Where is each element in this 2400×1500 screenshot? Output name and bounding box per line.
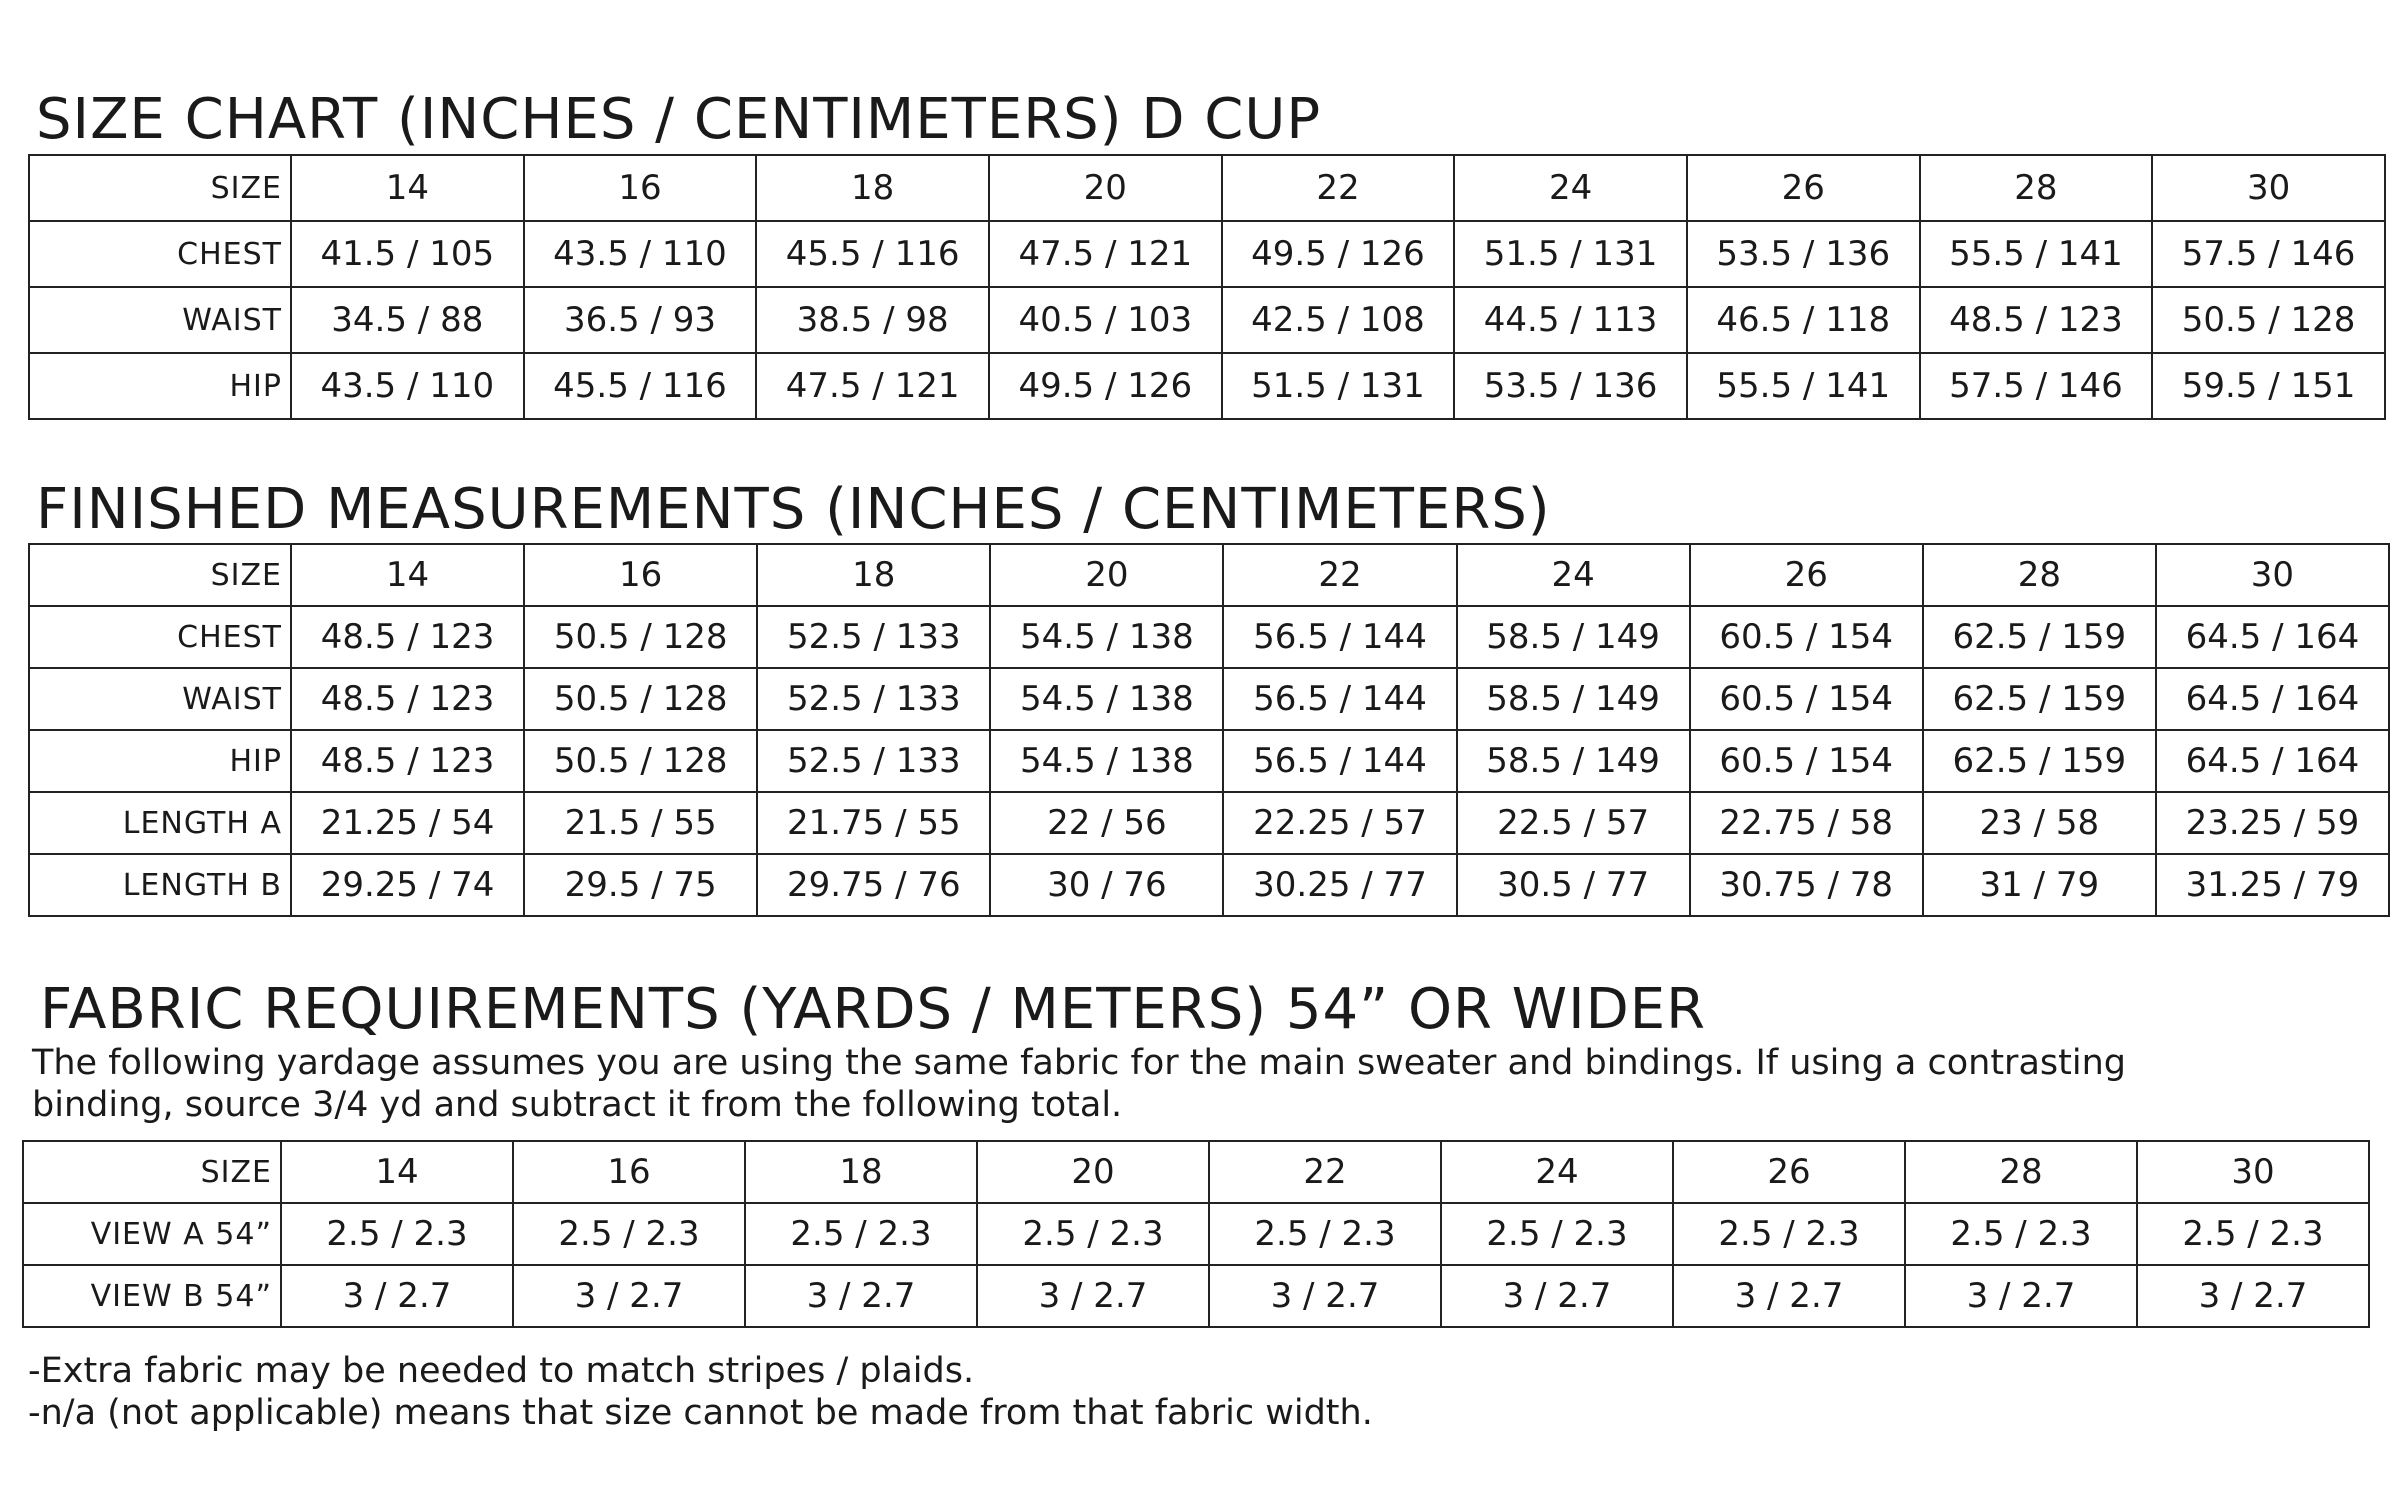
- size-column-header: 26: [1687, 155, 1920, 221]
- measurement-cell: 23 / 58: [1923, 792, 2156, 854]
- size-column-header: 18: [757, 544, 990, 606]
- measurement-cell: 62.5 / 159: [1923, 668, 2156, 730]
- size-column-header: 14: [291, 544, 524, 606]
- size-column-header: 26: [1690, 544, 1923, 606]
- size-header-row: [29, 155, 2385, 221]
- measurement-cell: 22.75 / 58: [1690, 792, 1923, 854]
- measurement-cell: 48.5 / 123: [1920, 287, 2153, 353]
- measurement-cell: 58.5 / 149: [1457, 730, 1690, 792]
- fabric-note-na: -n/a (not applicable) means that size cannot be made from that fabric width.: [28, 1393, 1373, 1433]
- measurement-cell: 58.5 / 149: [1457, 668, 1690, 730]
- row-label: LENGTH B: [29, 854, 291, 916]
- measurement-cell: 54.5 / 138: [990, 730, 1223, 792]
- fabric-note-stripes: -Extra fabric may be needed to match stripes / plaids.: [28, 1351, 975, 1391]
- measurement-cell: 2.5 / 2.3: [1209, 1203, 1441, 1265]
- measurement-cell: 46.5 / 118: [1687, 287, 1920, 353]
- measurement-cell: 2.5 / 2.3: [1905, 1203, 2137, 1265]
- size-column-header: 28: [1920, 155, 2153, 221]
- measurement-cell: 3 / 2.7: [745, 1265, 977, 1327]
- row-label: VIEW B 54”: [23, 1265, 281, 1327]
- measurement-cell: 29.5 / 75: [524, 854, 757, 916]
- size-header-label: SIZE: [29, 544, 291, 606]
- measurement-cell: 54.5 / 138: [990, 606, 1223, 668]
- row-label: LENGTH A: [29, 792, 291, 854]
- measurement-cell: 29.75 / 76: [757, 854, 990, 916]
- size-column-header: 30: [2152, 155, 2385, 221]
- measurement-cell: 47.5 / 121: [989, 221, 1222, 287]
- measurement-cell: 3 / 2.7: [1905, 1265, 2137, 1327]
- measurement-cell: 53.5 / 136: [1454, 353, 1687, 419]
- measurement-cell: 3 / 2.7: [1673, 1265, 1905, 1327]
- measurement-cell: 31.25 / 79: [2156, 854, 2389, 916]
- measurement-cell: 53.5 / 136: [1687, 221, 1920, 287]
- measurement-cell: 64.5 / 164: [2156, 730, 2389, 792]
- size-header-label: SIZE: [29, 155, 291, 221]
- size-column-header: 14: [291, 155, 524, 221]
- size-column-header: 24: [1457, 544, 1690, 606]
- measurement-cell: 62.5 / 159: [1923, 606, 2156, 668]
- fabric-requirements-table: [22, 1140, 2370, 1328]
- table-row: [29, 287, 2385, 353]
- size-column-header: 18: [756, 155, 989, 221]
- measurement-cell: 29.25 / 74: [291, 854, 524, 916]
- row-label: VIEW A 54”: [23, 1203, 281, 1265]
- measurement-cell: 60.5 / 154: [1690, 668, 1923, 730]
- table-row: [29, 854, 2389, 916]
- measurement-cell: 21.25 / 54: [291, 792, 524, 854]
- size-column-header: 24: [1441, 1141, 1673, 1203]
- size-column-header: 20: [989, 155, 1222, 221]
- size-column-header: 22: [1209, 1141, 1441, 1203]
- measurement-cell: 2.5 / 2.3: [745, 1203, 977, 1265]
- measurement-cell: 60.5 / 154: [1690, 730, 1923, 792]
- measurement-cell: 45.5 / 116: [524, 353, 757, 419]
- fabric-intro-text: The following yardage assumes you are using the same fabric for the main sweater and bindings. If using a contrasting binding, source 3/4 yd and subtract it from the following total.: [32, 1043, 2126, 1125]
- size-column-header: 30: [2156, 544, 2389, 606]
- measurement-cell: 2.5 / 2.3: [513, 1203, 745, 1265]
- measurement-cell: 2.5 / 2.3: [281, 1203, 513, 1265]
- measurement-cell: 52.5 / 133: [757, 730, 990, 792]
- measurement-cell: 54.5 / 138: [990, 668, 1223, 730]
- measurement-cell: 41.5 / 105: [291, 221, 524, 287]
- measurement-cell: 2.5 / 2.3: [1441, 1203, 1673, 1265]
- fabric-requirements-title: FABRIC REQUIREMENTS (YARDS / METERS) 54” OR WIDER: [40, 977, 1707, 1042]
- measurement-cell: 56.5 / 144: [1223, 668, 1456, 730]
- measurement-cell: 21.5 / 55: [524, 792, 757, 854]
- size-column-header: 14: [281, 1141, 513, 1203]
- size-column-header: 28: [1923, 544, 2156, 606]
- table-row: [29, 353, 2385, 419]
- measurement-cell: 49.5 / 126: [989, 353, 1222, 419]
- size-column-header: 20: [990, 544, 1223, 606]
- measurement-cell: 30.5 / 77: [1457, 854, 1690, 916]
- measurement-cell: 49.5 / 126: [1222, 221, 1455, 287]
- measurement-cell: 42.5 / 108: [1222, 287, 1455, 353]
- measurement-cell: 51.5 / 131: [1222, 353, 1455, 419]
- measurement-cell: 51.5 / 131: [1454, 221, 1687, 287]
- measurement-cell: 3 / 2.7: [2137, 1265, 2369, 1327]
- measurement-cell: 43.5 / 110: [524, 221, 757, 287]
- measurement-cell: 22 / 56: [990, 792, 1223, 854]
- measurement-cell: 2.5 / 2.3: [1673, 1203, 1905, 1265]
- measurement-cell: 48.5 / 123: [291, 730, 524, 792]
- measurement-cell: 2.5 / 2.3: [2137, 1203, 2369, 1265]
- measurement-cell: 56.5 / 144: [1223, 730, 1456, 792]
- measurement-cell: 45.5 / 116: [756, 221, 989, 287]
- measurement-cell: 22.5 / 57: [1457, 792, 1690, 854]
- measurement-cell: 48.5 / 123: [291, 668, 524, 730]
- measurement-cell: 48.5 / 123: [291, 606, 524, 668]
- measurement-cell: 38.5 / 98: [756, 287, 989, 353]
- measurement-cell: 50.5 / 128: [2152, 287, 2385, 353]
- measurement-cell: 64.5 / 164: [2156, 668, 2389, 730]
- row-label: CHEST: [29, 606, 291, 668]
- measurement-cell: 3 / 2.7: [1209, 1265, 1441, 1327]
- measurement-cell: 34.5 / 88: [291, 287, 524, 353]
- measurement-cell: 50.5 / 128: [524, 668, 757, 730]
- measurement-cell: 43.5 / 110: [291, 353, 524, 419]
- measurement-cell: 36.5 / 93: [524, 287, 757, 353]
- size-column-header: 26: [1673, 1141, 1905, 1203]
- measurement-cell: 55.5 / 141: [1920, 221, 2153, 287]
- table-row: [29, 668, 2389, 730]
- measurement-cell: 60.5 / 154: [1690, 606, 1923, 668]
- measurement-cell: 40.5 / 103: [989, 287, 1222, 353]
- row-label: HIP: [29, 730, 291, 792]
- measurement-cell: 30.75 / 78: [1690, 854, 1923, 916]
- size-chart-title: SIZE CHART (INCHES / CENTIMETERS) D CUP: [36, 87, 1322, 152]
- size-column-header: 30: [2137, 1141, 2369, 1203]
- size-column-header: 22: [1223, 544, 1456, 606]
- table-row: [29, 730, 2389, 792]
- measurement-cell: 31 / 79: [1923, 854, 2156, 916]
- measurement-cell: 57.5 / 146: [2152, 221, 2385, 287]
- table-row: [29, 221, 2385, 287]
- measurement-cell: 55.5 / 141: [1687, 353, 1920, 419]
- finished-measurements-title: FINISHED MEASUREMENTS (INCHES / CENTIMETERS): [36, 477, 1551, 542]
- size-header-label: SIZE: [23, 1141, 281, 1203]
- size-header-row: [23, 1141, 2369, 1203]
- measurement-cell: 3 / 2.7: [281, 1265, 513, 1327]
- measurement-cell: 2.5 / 2.3: [977, 1203, 1209, 1265]
- size-header-row: [29, 544, 2389, 606]
- row-label: HIP: [29, 353, 291, 419]
- measurement-cell: 44.5 / 113: [1454, 287, 1687, 353]
- size-chart-table: [28, 154, 2386, 420]
- measurement-cell: 3 / 2.7: [977, 1265, 1209, 1327]
- measurement-cell: 30 / 76: [990, 854, 1223, 916]
- measurement-cell: 3 / 2.7: [1441, 1265, 1673, 1327]
- finished-measurements-table: [28, 543, 2390, 917]
- size-column-header: 24: [1454, 155, 1687, 221]
- measurement-cell: 59.5 / 151: [2152, 353, 2385, 419]
- size-column-header: 28: [1905, 1141, 2137, 1203]
- measurement-cell: 50.5 / 128: [524, 730, 757, 792]
- measurement-cell: 50.5 / 128: [524, 606, 757, 668]
- measurement-cell: 64.5 / 164: [2156, 606, 2389, 668]
- measurement-cell: 22.25 / 57: [1223, 792, 1456, 854]
- row-label: CHEST: [29, 221, 291, 287]
- row-label: WAIST: [29, 668, 291, 730]
- measurement-cell: 30.25 / 77: [1223, 854, 1456, 916]
- measurement-cell: 3 / 2.7: [513, 1265, 745, 1327]
- table-row: [23, 1203, 2369, 1265]
- measurement-cell: 57.5 / 146: [1920, 353, 2153, 419]
- measurement-cell: 56.5 / 144: [1223, 606, 1456, 668]
- size-column-header: 16: [524, 544, 757, 606]
- size-column-header: 20: [977, 1141, 1209, 1203]
- measurement-cell: 23.25 / 59: [2156, 792, 2389, 854]
- table-row: [23, 1265, 2369, 1327]
- measurement-cell: 52.5 / 133: [757, 606, 990, 668]
- measurement-cell: 47.5 / 121: [756, 353, 989, 419]
- measurement-cell: 21.75 / 55: [757, 792, 990, 854]
- measurement-cell: 52.5 / 133: [757, 668, 990, 730]
- table-row: [29, 792, 2389, 854]
- table-row: [29, 606, 2389, 668]
- row-label: WAIST: [29, 287, 291, 353]
- size-column-header: 18: [745, 1141, 977, 1203]
- size-column-header: 16: [513, 1141, 745, 1203]
- measurement-cell: 58.5 / 149: [1457, 606, 1690, 668]
- measurement-cell: 62.5 / 159: [1923, 730, 2156, 792]
- size-column-header: 22: [1222, 155, 1455, 221]
- size-column-header: 16: [524, 155, 757, 221]
